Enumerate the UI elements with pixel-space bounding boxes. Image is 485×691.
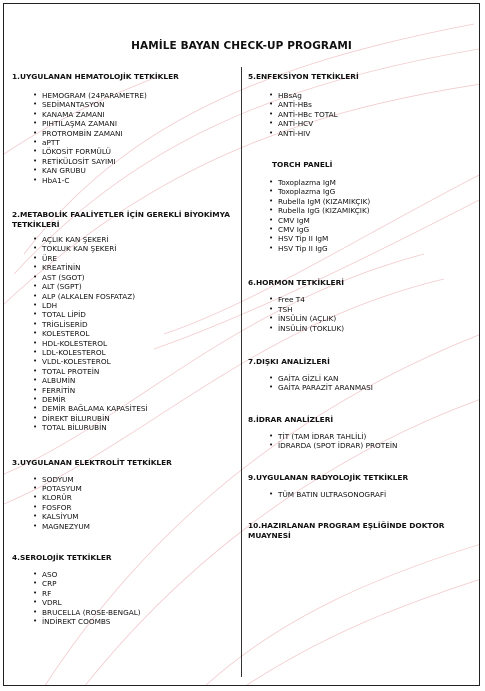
list-item: • RETİKÜLOSİT SAYIMI	[34, 157, 237, 166]
test-list	[12, 91, 237, 185]
column-divider	[241, 67, 242, 677]
list-item: • PROTROMBİN ZAMANI	[34, 129, 237, 138]
list-item: • KOLESTEROL	[34, 329, 237, 338]
list-item: • AST (SGOT)	[34, 273, 237, 282]
list-item: • GAİTA PARAZİT ARANMASI	[270, 383, 476, 392]
section-electrolytes	[12, 458, 237, 531]
list-item: • HDL-KOLESTEROL	[34, 339, 237, 348]
list-item: • KLORÜR	[34, 493, 237, 502]
section-hormones	[248, 278, 476, 333]
test-list	[248, 178, 476, 253]
section-title: 2.METABOLİK FAALİYETLER İÇİN GEREKLİ BİYOKİMYA TETKİKLERİ	[12, 210, 231, 230]
section-title: 9.UYGULANAN RADYOLOJİK TETKİKLER	[248, 472, 409, 482]
section-torch-panel	[248, 160, 476, 253]
section-title: 4.SEROLOJİK TETKİKLER	[12, 553, 112, 563]
list-item: • GAİTA GİZLİ KAN	[270, 374, 476, 383]
test-list	[248, 490, 476, 499]
document-page	[3, 3, 480, 686]
section-stool	[248, 357, 476, 393]
list-item: • RF	[34, 589, 237, 598]
list-item: • CRP	[34, 579, 237, 588]
test-list	[248, 295, 476, 333]
page-title: HAMİLE BAYAN CHECK-UP PROGRAMI	[131, 40, 352, 52]
list-item: • DİREKT BİLURUBİN	[34, 414, 237, 423]
list-item: • TOTAL PROTEİN	[34, 367, 237, 376]
list-item: • LDH	[34, 301, 237, 310]
list-item: • Free T4	[270, 295, 476, 304]
list-item: • ALP (ALKALEN FOSFATAZ)	[34, 292, 237, 301]
list-item: • AÇLIK KAN ŞEKERİ	[34, 235, 237, 244]
list-item: • KANAMA ZAMANI	[34, 110, 237, 119]
list-item: • TSH	[270, 305, 476, 314]
section-title: 5.ENFEKSİYON TETKİKLERİ	[248, 72, 359, 81]
list-item: • ANTİ-HCV	[270, 119, 476, 128]
section-urine	[248, 415, 476, 451]
section-hematology	[12, 72, 237, 185]
list-item: • ÜRE	[34, 254, 237, 263]
list-item: • KREATİNİN	[34, 263, 237, 272]
list-item: • ALT (SGPT)	[34, 282, 237, 291]
section-title: 6.HORMON TETKİKLERİ	[248, 278, 345, 288]
section-radiology	[248, 473, 476, 499]
list-item: • Rubella IgM (KIZAMIKÇIK)	[270, 197, 476, 206]
test-list	[12, 235, 237, 433]
section-title: 1.UYGULANAN HEMATOLOJİK TETKİKLER	[12, 72, 179, 81]
right-column	[248, 72, 476, 541]
list-item: • TOTAL BİLURUBİN	[34, 423, 237, 432]
list-item: • Toxoplazma IgM	[270, 178, 476, 187]
list-item: • LÖKOSİT FORMÜLÜ	[34, 147, 237, 156]
list-item: • SEDİMANTASYON	[34, 100, 237, 109]
section-title: 8.İDRAR ANALİZLERİ	[248, 414, 334, 424]
test-list	[12, 475, 237, 531]
list-item: • İNSÜLİN (AÇLIK)	[270, 314, 476, 323]
list-item: • İDRARDA (SPOT İDRAR) PROTEİN	[270, 441, 476, 450]
list-item: • CMV IgM	[270, 216, 476, 225]
list-item: • TÜM BATIN ULTRASONOGRAFİ	[270, 490, 476, 499]
list-item: • ANTİ-HIV	[270, 129, 476, 138]
list-item: • HSV Tip II IgG	[270, 244, 476, 253]
test-list	[248, 91, 476, 138]
list-item: • HEMOGRAM (24PARAMETRE)	[34, 91, 237, 100]
list-item: • CMV IgG	[270, 225, 476, 234]
list-item: • VDRL	[34, 598, 237, 607]
test-list	[12, 570, 237, 626]
list-item: • HBsAg	[270, 91, 476, 100]
list-item: • FOSFOR	[34, 503, 237, 512]
list-item: • Rubella IgG (KIZAMIKÇIK)	[270, 206, 476, 215]
section-serology	[12, 553, 237, 626]
list-item: • FERRİTİN	[34, 386, 237, 395]
list-item: • ANTİ-HBc TOTAL	[270, 110, 476, 119]
list-item: • HSV Tip II IgM	[270, 234, 476, 243]
list-item: • LDL-KOLESTEROL	[34, 348, 237, 357]
list-item: • TOTAL LİPİD	[34, 310, 237, 319]
list-item: • ALBUMİN	[34, 376, 237, 385]
section-infection	[248, 72, 476, 138]
list-item: • TOKLUK KAN ŞEKERİ	[34, 244, 237, 253]
torch-panel-title: TORCH PANELİ	[272, 160, 333, 170]
list-item: • DEMİR	[34, 395, 237, 404]
section-doctor-exam	[248, 521, 476, 541]
section-title: 3.UYGULANAN ELEKTROLİT TETKİKLER	[12, 457, 172, 467]
list-item: • ASO	[34, 570, 237, 579]
list-item: • Toxoplazma IgG	[270, 187, 476, 196]
list-item: • BRUCELLA (ROSE-BENGAL)	[34, 608, 237, 617]
list-item: • DEMİR BAĞLAMA KAPASİTESİ	[34, 404, 237, 413]
list-item: • VLDL-KOLESTEROL	[34, 357, 237, 366]
left-column	[12, 72, 237, 626]
list-item: • PIHTILAŞMA ZAMANI	[34, 119, 237, 128]
list-item: • TRİGLİSERİD	[34, 320, 237, 329]
list-item: • İNDİREKT COOMBS	[34, 617, 237, 626]
list-item: • ANTİ-HBs	[270, 100, 476, 109]
list-item: • TİT (TAM İDRAR TAHLİLİ)	[270, 432, 476, 441]
list-item: • KAN GRUBU	[34, 166, 237, 175]
list-item: • aPTT	[34, 138, 237, 147]
section-title: 7.DIŞKI ANALİZLERİ	[248, 356, 330, 366]
list-item: • POTASYUM	[34, 484, 237, 493]
list-item: • MAGNEZYUM	[34, 522, 237, 531]
list-item: • İNSÜLİN (TOKLUK)	[270, 324, 476, 333]
list-item: • KALSİYUM	[34, 512, 237, 521]
test-list	[248, 374, 476, 393]
test-list	[248, 432, 476, 451]
section-biochemistry	[12, 210, 237, 433]
list-item: • SODYUM	[34, 475, 237, 484]
section-title: 10.HAZIRLANAN PROGRAM EŞLİĞİNDE DOKTOR MUAYNESİ	[248, 520, 445, 540]
list-item: • HbA1-C	[34, 176, 237, 185]
